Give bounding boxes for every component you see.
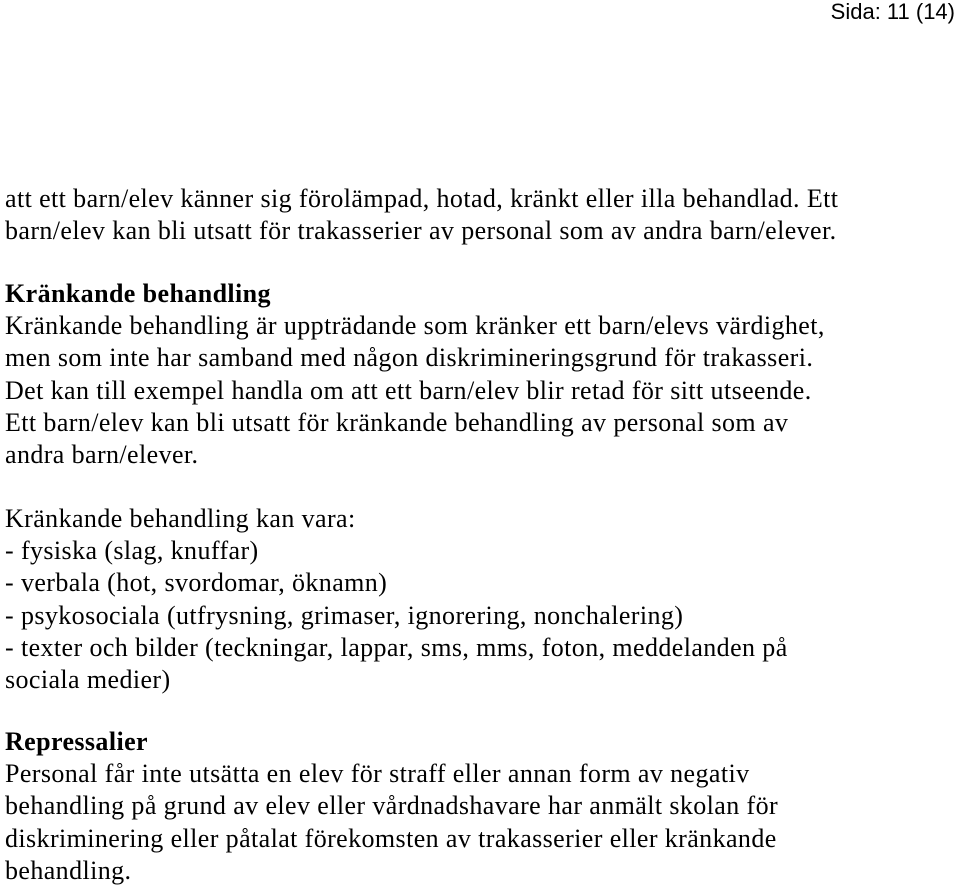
section-heading: Repressalier	[5, 726, 148, 756]
body-text-line: behandling.	[5, 856, 132, 886]
body-text-line: men som inte har samband med någon diskrimineringsgrund för trakasseri.	[5, 343, 814, 373]
list-item-line: - texter och bilder (teckningar, lappar, sms, mms, foton, meddelanden på	[5, 633, 788, 663]
body-text-line: att ett barn/elev känner sig förolämpad, hotad, kränkt eller illa behandlad. Ett	[5, 183, 839, 213]
list-item-line: - fysiska (slag, knuffar)	[5, 535, 259, 565]
section-repressalier	[5, 726, 955, 888]
body-text-line: Kränkande behandling är uppträdande som kränker ett barn/elevs värdighet,	[5, 310, 825, 340]
list-item-line: sociala medier)	[5, 665, 171, 695]
body-text-line: Det kan till exempel handla om att ett barn/elev blir retad för sitt utseende.	[5, 375, 812, 405]
section-forms-list	[5, 503, 955, 697]
body-text-line: barn/elev kan bli utsatt för trakasserier av personal som av andra barn/elever.	[5, 215, 837, 245]
continuation-paragraph	[5, 183, 955, 248]
section-heading: Kränkande behandling	[5, 278, 271, 308]
section-krankande-behandling	[5, 278, 955, 472]
page-number-label: Sida: 11 (14)	[830, 0, 955, 24]
body-text-line: Personal får inte utsätta en elev för straff eller annan form av negativ	[5, 758, 750, 788]
body-text-line: diskriminering eller påtalat förekomsten av trakasserier eller kränkande	[5, 823, 777, 853]
body-text-line: behandling på grund av elev eller vårdnadshavare har anmält skolan för	[5, 791, 779, 821]
body-text-line: Ett barn/elev kan bli utsatt för kränkande behandling av personal som av	[5, 408, 789, 438]
body-text-line: andra barn/elever.	[5, 440, 199, 470]
list-intro: Kränkande behandling kan vara:	[5, 503, 356, 533]
list-item-line: - psykosociala (utfrysning, grimaser, ignorering, nonchalering)	[5, 600, 684, 630]
list-item-line: - verbala (hot, svordomar, öknamn)	[5, 568, 388, 598]
